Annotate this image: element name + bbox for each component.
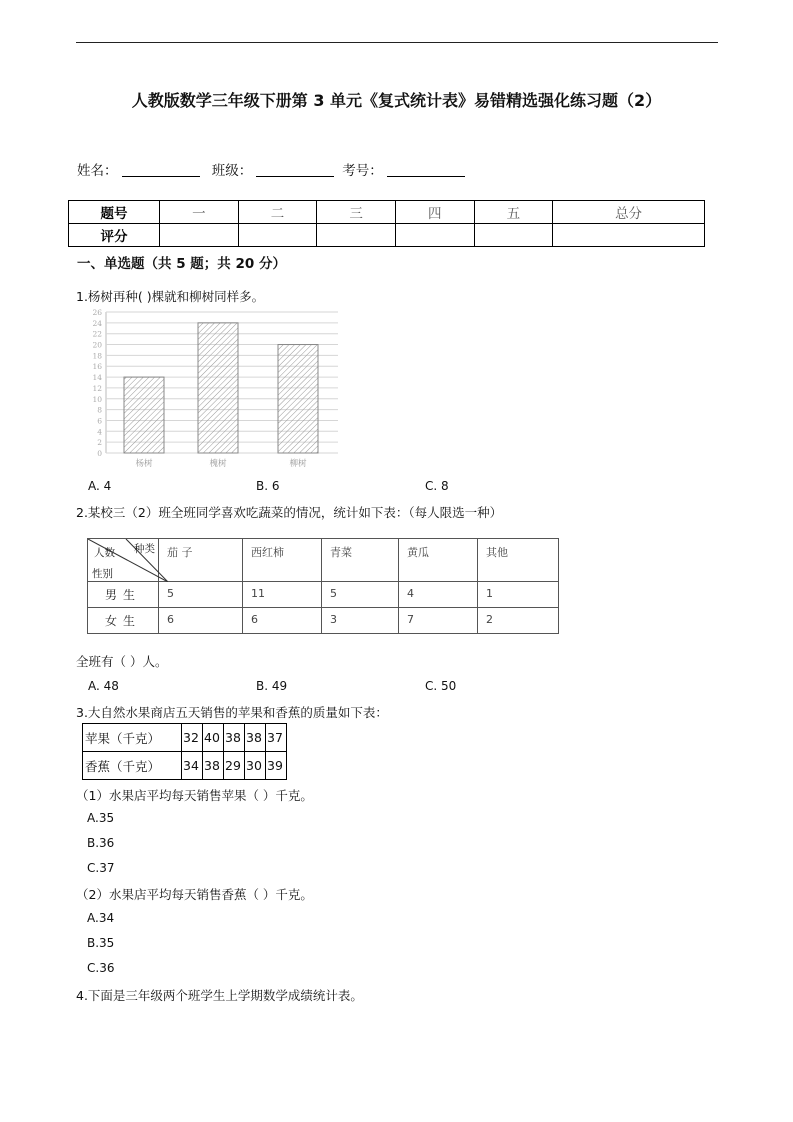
fruit-cell: 40 [203, 724, 224, 752]
y-tick-label: 24 [92, 318, 102, 328]
x-tick-label: 槐树 [209, 459, 227, 469]
score-col: 二 [238, 201, 317, 224]
corner-gender-label: 性别 [92, 568, 113, 580]
y-tick-label: 10 [92, 394, 102, 404]
y-tick-label: 2 [97, 438, 102, 448]
fruit-cell: 34 [182, 752, 203, 780]
q3-sub2-option-c[interactable]: C.36 [87, 961, 115, 975]
q3-sub1-option-b[interactable]: B.36 [87, 836, 115, 850]
fruit-cell: 39 [266, 752, 287, 780]
veg-col-header: 青菜 [322, 539, 399, 582]
fruit-row-apple [83, 724, 287, 752]
y-tick-label: 14 [92, 373, 102, 383]
score-row-label: 评分 [69, 224, 160, 247]
y-tick-label: 20 [92, 340, 102, 350]
veg-row-label: 男生 [88, 582, 159, 608]
veg-cell: 7 [399, 608, 478, 634]
fruit-row-label: 苹果（千克） [83, 724, 182, 752]
x-tick-label: 柳树 [289, 459, 307, 469]
y-tick-label: 4 [97, 427, 102, 437]
veg-header-row [88, 539, 559, 582]
q2-option-c[interactable]: C. 50 [425, 679, 457, 693]
score-row [69, 224, 705, 247]
q3-sub2-option-b[interactable]: B.35 [87, 936, 115, 950]
veg-col-header: 茄 子 [159, 539, 243, 582]
score-table [68, 200, 705, 247]
q1-option-a[interactable]: A. 4 [88, 479, 112, 493]
veg-cell: 6 [243, 608, 322, 634]
fruit-cell: 32 [182, 724, 203, 752]
fruit-cell: 37 [266, 724, 287, 752]
y-tick-label: 6 [97, 416, 102, 426]
corner-count-label: 人数 [94, 547, 115, 559]
x-tick-label: 杨树 [135, 459, 153, 469]
fruit-row-banana [83, 752, 287, 780]
score-header-row [69, 201, 705, 224]
veg-cell: 6 [159, 608, 243, 634]
q3-sub1-option-a[interactable]: A.35 [87, 811, 115, 825]
score-cell[interactable] [553, 224, 705, 247]
veg-col-header: 其他 [478, 539, 559, 582]
fruit-cell: 30 [245, 752, 266, 780]
q3-sub2-option-a[interactable]: A.34 [87, 911, 115, 925]
corner-type-label: 种类 [134, 543, 155, 555]
veg-cell: 3 [322, 608, 399, 634]
q4-stem: 4.下面是三年级两个班学生上学期数学成绩统计表。 [76, 988, 363, 1003]
class-label: 班级： [211, 163, 253, 179]
y-tick-label: 16 [92, 362, 102, 372]
score-col: 总分 [553, 201, 705, 224]
bar [278, 345, 318, 453]
q1-stem: 1.杨树再种( )棵就和柳树同样多。 [76, 289, 265, 304]
veg-row-girls [88, 608, 559, 634]
fruit-cell: 38 [224, 724, 245, 752]
veg-cell: 1 [478, 582, 559, 608]
student-info [77, 159, 473, 179]
q3-sub1: （1）水果店平均每天销售苹果（ ）千克。 [76, 788, 313, 803]
bar [198, 323, 238, 453]
score-cell[interactable] [317, 224, 396, 247]
vegetable-table [87, 538, 559, 634]
y-tick-label: 12 [92, 383, 102, 393]
page-title: 人教版数学三年级下册第 3 单元《复式统计表》易错精选强化练习题（2） [131, 91, 662, 110]
veg-corner-cell [88, 539, 159, 582]
name-blank[interactable] [122, 162, 200, 177]
q2-ask: 全班有（ ）人。 [76, 654, 168, 669]
fruit-row-label: 香蕉（千克） [83, 752, 182, 780]
y-tick-label: 0 [97, 449, 102, 458]
q2-option-b[interactable]: B. 49 [256, 679, 288, 693]
fruit-table [82, 723, 287, 780]
veg-cell: 4 [399, 582, 478, 608]
score-col: 五 [474, 201, 553, 224]
exam-blank[interactable] [387, 162, 465, 177]
q2-option-a[interactable]: A. 48 [88, 679, 119, 693]
score-cell[interactable] [395, 224, 474, 247]
class-blank[interactable] [256, 162, 334, 177]
q2-stem: 2.某校三（2）班全班同学喜欢吃蔬菜的情况，统计如下表：（每人限选一种） [76, 505, 503, 520]
veg-cell: 5 [159, 582, 243, 608]
section-heading: 一、单选题（共 5 题；共 20 分） [77, 256, 286, 272]
score-col: 一 [160, 201, 239, 224]
veg-cell: 5 [322, 582, 399, 608]
q3-sub2: （2）水果店平均每天销售香蕉（ ）千克。 [76, 887, 313, 902]
veg-row-boys [88, 582, 559, 608]
y-tick-label: 22 [92, 329, 102, 339]
veg-col-header: 西红柿 [243, 539, 322, 582]
y-tick-label: 18 [92, 351, 102, 361]
q3-stem: 3.大自然水果商店五天销售的苹果和香蕉的质量如下表： [76, 705, 388, 720]
veg-cell: 11 [243, 582, 322, 608]
y-tick-label: 26 [92, 308, 102, 317]
score-cell[interactable] [160, 224, 239, 247]
bar-chart [84, 306, 346, 472]
q1-option-c[interactable]: C. 8 [425, 479, 449, 493]
veg-row-label: 女生 [88, 608, 159, 634]
q1-option-b[interactable]: B. 6 [256, 479, 280, 493]
bar [124, 377, 164, 453]
score-col: 四 [395, 201, 474, 224]
exam-label: 考号： [342, 163, 383, 179]
name-label: 姓名： [77, 163, 118, 179]
score-header-label: 题号 [69, 201, 160, 224]
fruit-cell: 38 [245, 724, 266, 752]
fruit-cell: 29 [224, 752, 245, 780]
veg-col-header: 黄瓜 [399, 539, 478, 582]
veg-cell: 2 [478, 608, 559, 634]
score-col: 三 [317, 201, 396, 224]
y-tick-label: 8 [97, 405, 102, 415]
score-cell[interactable] [238, 224, 317, 247]
score-cell[interactable] [474, 224, 553, 247]
header-rule [76, 42, 718, 43]
fruit-cell: 38 [203, 752, 224, 780]
q3-sub1-option-c[interactable]: C.37 [87, 861, 115, 875]
